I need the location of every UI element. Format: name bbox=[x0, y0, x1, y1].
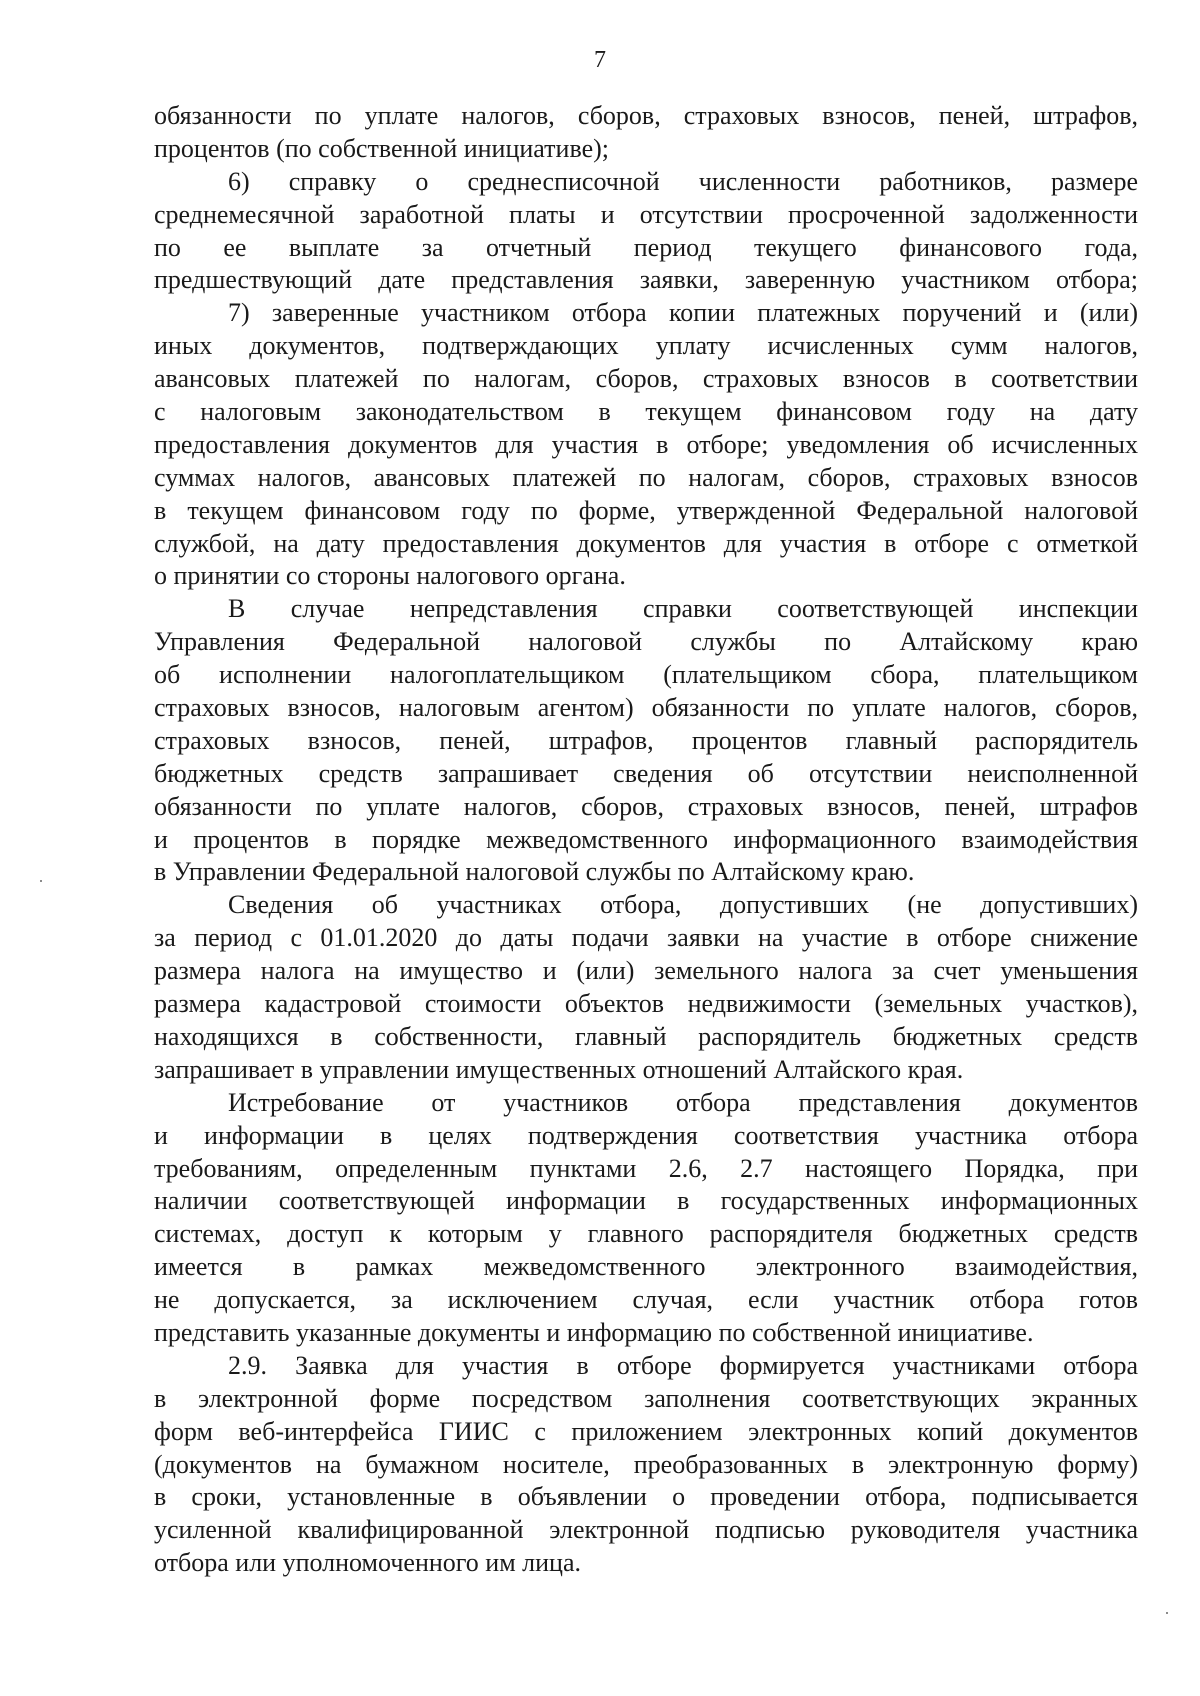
text-line: за период с 01.01.2020 до даты подачи заявки на участие в отборе снижение bbox=[154, 923, 1138, 953]
text-line: отбора или уполномоченного им лица. bbox=[154, 1548, 582, 1578]
paragraph-start-line: 7) заверенные участником отбора копии платежных поручений и (или) bbox=[228, 298, 1138, 328]
text-line: имеется в рамках межведомственного электронного взаимодействия, bbox=[154, 1252, 1138, 1282]
text-line: Управления Федеральной налоговой службы по Алтайскому краю bbox=[154, 627, 1138, 657]
text-line: (документов на бумажном носителе, преобразованных в электронную форму) bbox=[154, 1449, 1138, 1479]
text-line: системах, доступ к которым у главного распорядителя бюджетных средств bbox=[154, 1219, 1138, 1249]
text-line: наличии соответствующей информации в государственных информационных bbox=[154, 1186, 1138, 1216]
text-line: обязанности по уплате налогов, сборов, страховых взносов, пеней, штрафов, bbox=[154, 101, 1138, 130]
text-line: об исполнении налогоплательщиком (плательщиком сбора, плательщиком bbox=[154, 660, 1138, 690]
paragraph-start-line: 6) справку о среднесписочной численности работников, размере bbox=[228, 166, 1138, 196]
paragraph-start-line: 2.9. Заявка для участия в отборе формируется участниками отбора bbox=[228, 1350, 1138, 1380]
scan-speck bbox=[40, 880, 42, 882]
document-body bbox=[154, 100, 1138, 1580]
text-line: в электронной форме посредством заполнения соответствующих экранных bbox=[154, 1383, 1138, 1413]
text-line: усиленной квалифицированной электронной подписью руководителя участника bbox=[154, 1515, 1138, 1545]
text-line: в Управлении Федеральной налоговой службы по Алтайскому краю. bbox=[154, 857, 915, 887]
page-number: 7 bbox=[594, 47, 606, 73]
paragraph-start-line: Сведения об участниках отбора, допустивших (не допустивших) bbox=[228, 890, 1138, 920]
text-line: по ее выплате за отчетный период текущего финансового года, bbox=[154, 232, 1138, 262]
paragraph-start-line: Истребование от участников отбора представления документов bbox=[228, 1087, 1138, 1117]
text-line: и информации в целях подтверждения соответствия участника отбора bbox=[154, 1120, 1138, 1150]
text-line: службой, на дату предоставления документов для участия в отборе с отметкой bbox=[154, 528, 1138, 558]
text-line: предшествующий дате представления заявки, заверенную участником отбора; bbox=[154, 265, 1138, 295]
text-line: страховых взносов, налоговым агентом) обязанности по уплате налогов, сборов, bbox=[154, 693, 1138, 723]
text-line: предоставления документов для участия в отборе; уведомления об исчисленных bbox=[154, 429, 1138, 459]
text-line: о принятии со стороны налогового органа. bbox=[154, 561, 626, 591]
text-line: требованиям, определенным пунктами 2.6, 2.7 настоящего Порядка, при bbox=[154, 1153, 1138, 1183]
text-line: иных документов, подтверждающих уплату исчисленных сумм налогов, bbox=[154, 331, 1138, 361]
text-line: процентов (по собственной инициативе); bbox=[154, 133, 609, 163]
text-line: в сроки, установленные в объявлении о проведении отбора, подписывается bbox=[154, 1482, 1138, 1512]
text-line: авансовых платежей по налогам, сборов, страховых взносов в соответствии bbox=[154, 364, 1138, 394]
text-line: не допускается, за исключением случая, если участник отбора готов bbox=[154, 1285, 1138, 1315]
text-line: среднемесячной заработной платы и отсутствии просроченной задолженности bbox=[154, 199, 1138, 229]
scan-speck bbox=[1166, 1612, 1168, 1614]
text-line: размера кадастровой стоимости объектов недвижимости (земельных участков), bbox=[154, 989, 1138, 1019]
paragraph-start-line: В случае непредставления справки соответствующей инспекции bbox=[228, 594, 1138, 624]
text-line: страховых взносов, пеней, штрафов, процентов главный распорядитель bbox=[154, 725, 1138, 755]
text-line: в текущем финансовом году по форме, утвержденной Федеральной налоговой bbox=[154, 495, 1138, 525]
text-line: находящихся в собственности, главный распорядитель бюджетных средств bbox=[154, 1021, 1138, 1051]
text-line: и процентов в порядке межведомственного информационного взаимодействия bbox=[154, 824, 1138, 854]
text-line: представить указанные документы и информацию по собственной инициативе. bbox=[154, 1317, 1034, 1347]
text-line: размера налога на имущество и (или) земельного налога за счет уменьшения bbox=[154, 956, 1138, 986]
text-line: суммах налогов, авансовых платежей по налогам, сборов, страховых взносов bbox=[154, 462, 1138, 492]
text-line: форм веб-интерфейса ГИИС с приложением электронных копий документов bbox=[154, 1416, 1138, 1446]
text-line: обязанности по уплате налогов, сборов, страховых взносов, пеней, штрафов bbox=[154, 791, 1138, 821]
text-line: с налоговым законодательством в текущем финансовом году на дату bbox=[154, 397, 1138, 427]
text-line: бюджетных средств запрашивает сведения об отсутствии неисполненной bbox=[154, 758, 1138, 788]
text-line: запрашивает в управлении имущественных отношений Алтайского края. bbox=[154, 1054, 964, 1084]
